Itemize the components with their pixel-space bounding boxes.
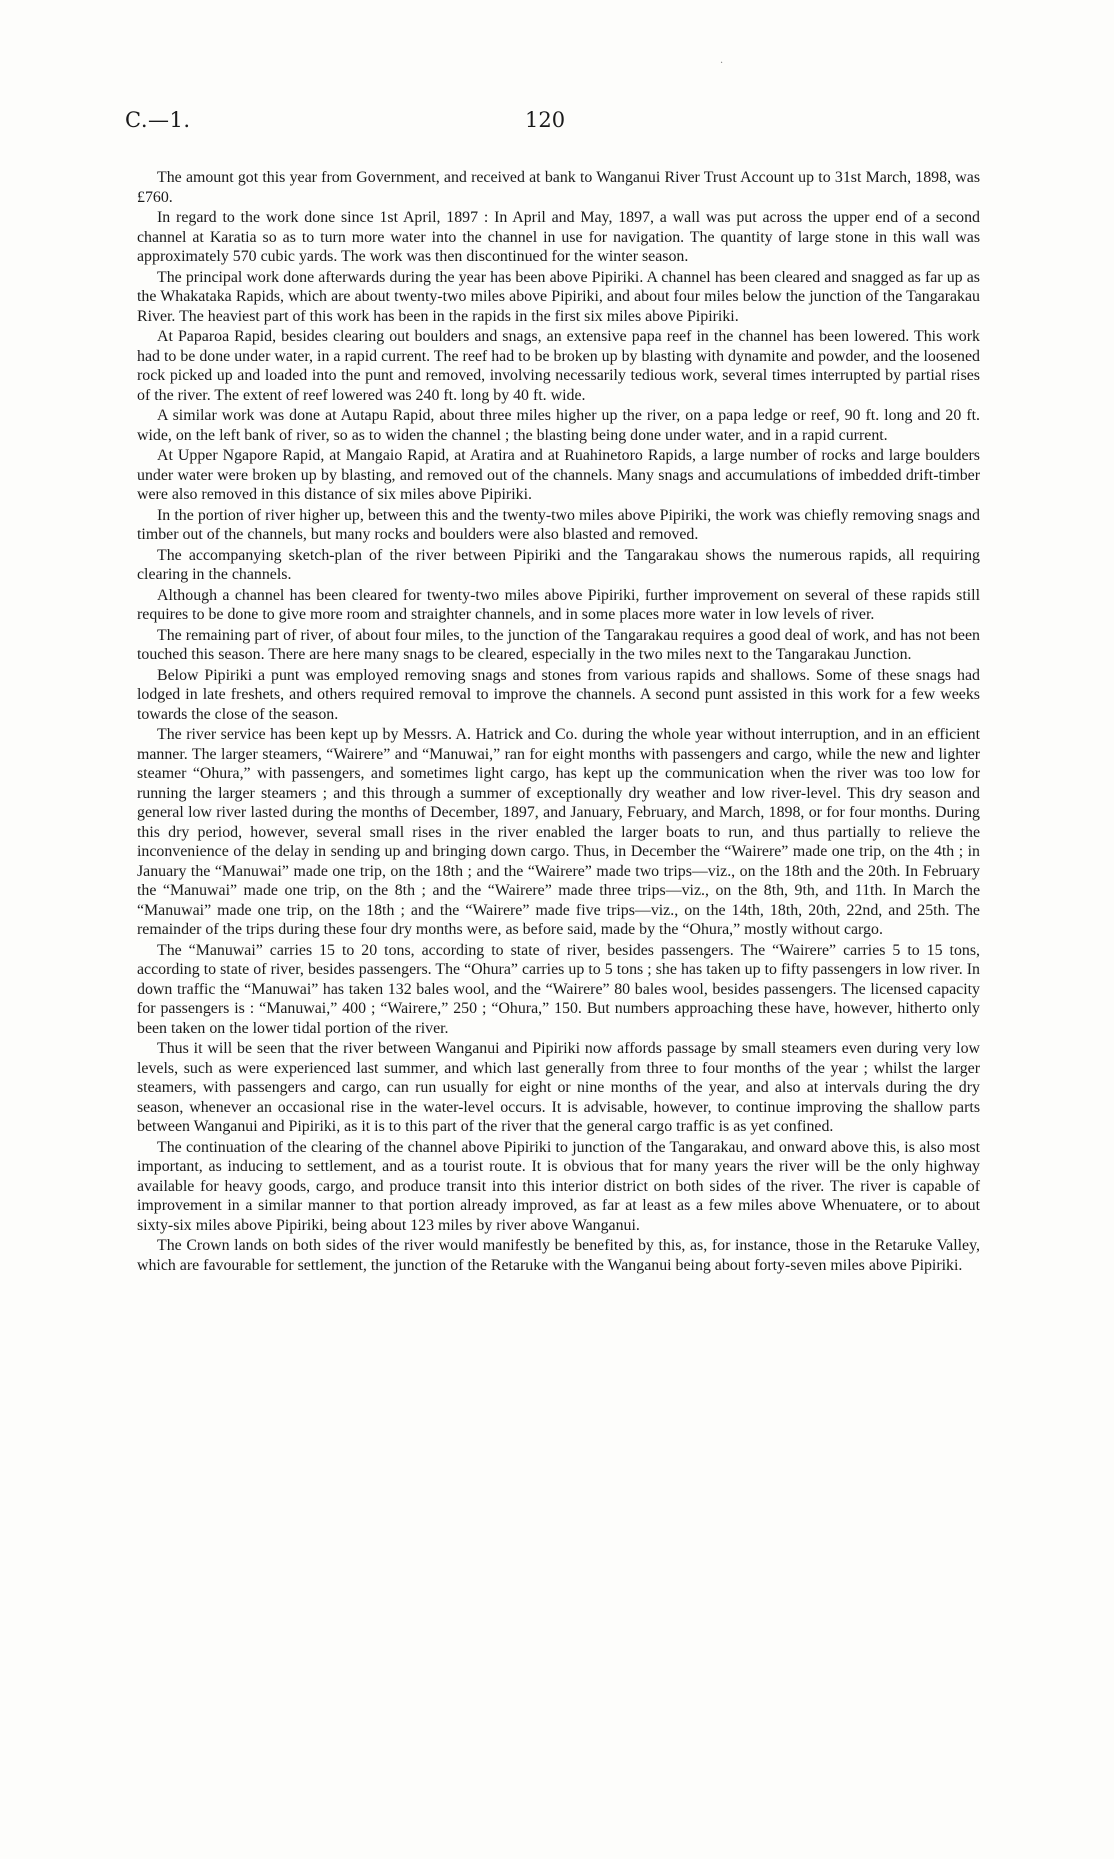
paragraph: The river service has been kept up by Messrs. A. Hatrick and Co. during the whole year without interruption, and in an efficient manner. The larger steamers, “Wairere” and “Manuwai,” ran for eight months with passengers and cargo, while the new and lighter steamer “Ohura,” with passengers, and sometimes light cargo, has kept up the communication when the river was too low for running the larger steamers ; and this through a summer of exceptionally dry weather and low river-level. This dry season and general low river lasted during the months of December, 1897, and January, February, and March, 1898, or for four months. During this dry period, however, several small rises in the river enabled the larger boats to run, and thus partially to relieve the inconvenience of the delay in sending up and bringing down cargo. Thus, in December the “Wairere” made one trip, on the 4th ; in January the “Manuwai” made one trip, on the 18th ; and the “Wairere” made two trips—viz., on the 18th and the 20th. In February the “Manuwai” made one trip, on the 8th ; and the “Wairere” made three trips—viz., on the 8th, 9th, and 11th. In March the “Manuwai” made one trip, on the 18th ; and the “Wairere” made five trips—viz., on the 14th, 18th, 20th, 22nd, and 25th. The remainder of the trips during these four dry months were, as before said, made by the “Ohura,” mostly without cargo. [137,726,980,938]
paragraph: The accompanying sketch-plan of the river between Pipiriki and the Tangarakau shows the numerous rapids, all requiring clearing in the channels. [137,546,980,583]
page-number: 120 [525,108,566,132]
paragraph: Although a channel has been cleared for twenty-two miles above Pipiriki, further improvement on several of these rapids still requires to be done to give more room and straighter channels, and in some places more water in low levels of river. [137,586,980,623]
paragraph: At Paparoa Rapid, besides clearing out boulders and snags, an extensive papa reef in the channel has been lowered. This work had to be done under water, in a rapid current. The reef had to be broken up by blasting with dynamite and powder, and the loosened rock picked up and loaded into the punt and removed, involving necessarily tedious work, several times interrupted by partial rises of the river. The extent of reef lowered was 240 ft. long by 40 ft. wide. [137,328,980,404]
scan-speck: · [720,58,724,69]
paragraph: The Crown lands on both sides of the river would manifestly be benefited by this, as, for instance, those in the Retaruke Valley, which are favourable for settlement, the junction of the Retaruke with the Wanganui being about forty-seven miles above Pipiriki. [137,1237,980,1274]
paragraph: The amount got this year from Government, and received at bank to Wanganui River Trust Account up to 31st March, 1898, was £760. [137,169,980,206]
paragraph: In the portion of river higher up, between this and the twenty-two miles above Pipiriki, the work was chiefly removing snags and timber out of the channels, but many rocks and boulders were also blasted and removed. [137,506,980,543]
body-text [137,168,980,1276]
document-reference: C.—1. [125,108,191,132]
page-header [125,108,995,142]
paragraph: The “Manuwai” carries 15 to 20 tons, according to state of river, besides passengers. The “Wairere” carries 5 to 15 tons, according to state of river, besides passengers. The “Ohura” carries up to 5 tons ; she has taken up to fifty passengers in low river. In down traffic the “Manuwai” has taken 132 bales wool, and the “Wairere” 80 bales wool, besides passengers. The licensed capacity for passengers is : “Manuwai,” 400 ; “Wairere,” 250 ; “Ohura,” 150. But numbers approaching these have, however, hitherto only been taken on the lower tidal portion of the river. [137,941,980,1037]
paragraph: The principal work done afterwards during the year has been above Pipiriki. A channel has been cleared and snagged as far up as the Whakataka Rapids, which are about twenty-two miles above Pipiriki, and about four miles below the junction of the Tangarakau River. The heaviest part of this work has been in the rapids in the first six miles above Pipiriki. [137,268,980,325]
paragraph: At Upper Ngapore Rapid, at Mangaio Rapid, at Aratira and at Ruahinetoro Rapids, a large number of rocks and large boulders under water were broken up by blasting, and removed out of the channels. Many snags and accumulations of imbedded drift-timber were also removed in this distance of six miles above Pipiriki. [137,447,980,503]
paragraph: Thus it will be seen that the river between Wanganui and Pipiriki now affords passage by small steamers even during very low levels, such as were experienced last summer, and which last generally from three to four months of the year ; whilst the larger steamers, with passengers and cargo, can run usually for eight or nine months of the year, and also at intervals during the dry season, whenever an occasional rise in the water-level occurs. It is advisable, however, to continue improving the shallow parts between Wanganui and Pipiriki, as it is to this part of the river that the general cargo traffic is as yet confined. [137,1040,980,1135]
paragraph: Below Pipiriki a punt was employed removing snags and stones from various rapids and shallows. Some of these snags had lodged in late freshets, and others required removal to improve the channels. A second punt assisted in this work for a few weeks towards the close of the season. [137,666,980,723]
paragraph: The remaining part of river, of about four miles, to the junction of the Tangarakau requires a good deal of work, and has not been touched this season. There are here many snags to be cleared, especially in the two miles next to the Tangarakau Junction. [137,626,980,663]
paragraph: The continuation of the clearing of the channel above Pipiriki to junction of the Tangarakau, and onward above this, is also most important, as inducing to settlement, and as a tourist route. It is obvious that for many years the river will be the only highway available for heavy goods, cargo, and produce transit into this interior district on both sides of the river. The river is capable of improvement in a similar manner to that portion already improved, as far at least as a few miles above Whenuatere, or to about sixty-six miles above Pipiriki, being about 123 miles by river above Wanganui. [137,1138,980,1234]
paragraph: A similar work was done at Autapu Rapid, about three miles higher up the river, on a papa ledge or reef, 90 ft. long and 20 ft. wide, on the left bank of river, so as to widen the channel ; the blasting being done under water, and in a rapid current. [137,407,980,444]
paragraph: In regard to the work done since 1st April, 1897 : In April and May, 1897, a wall was put across the upper end of a second channel at Karatia so as to turn more water into the channel in use for navigation. The quantity of large stone in this wall was approximately 570 cubic yards. The work was then discontinued for the winter season. [137,209,980,265]
